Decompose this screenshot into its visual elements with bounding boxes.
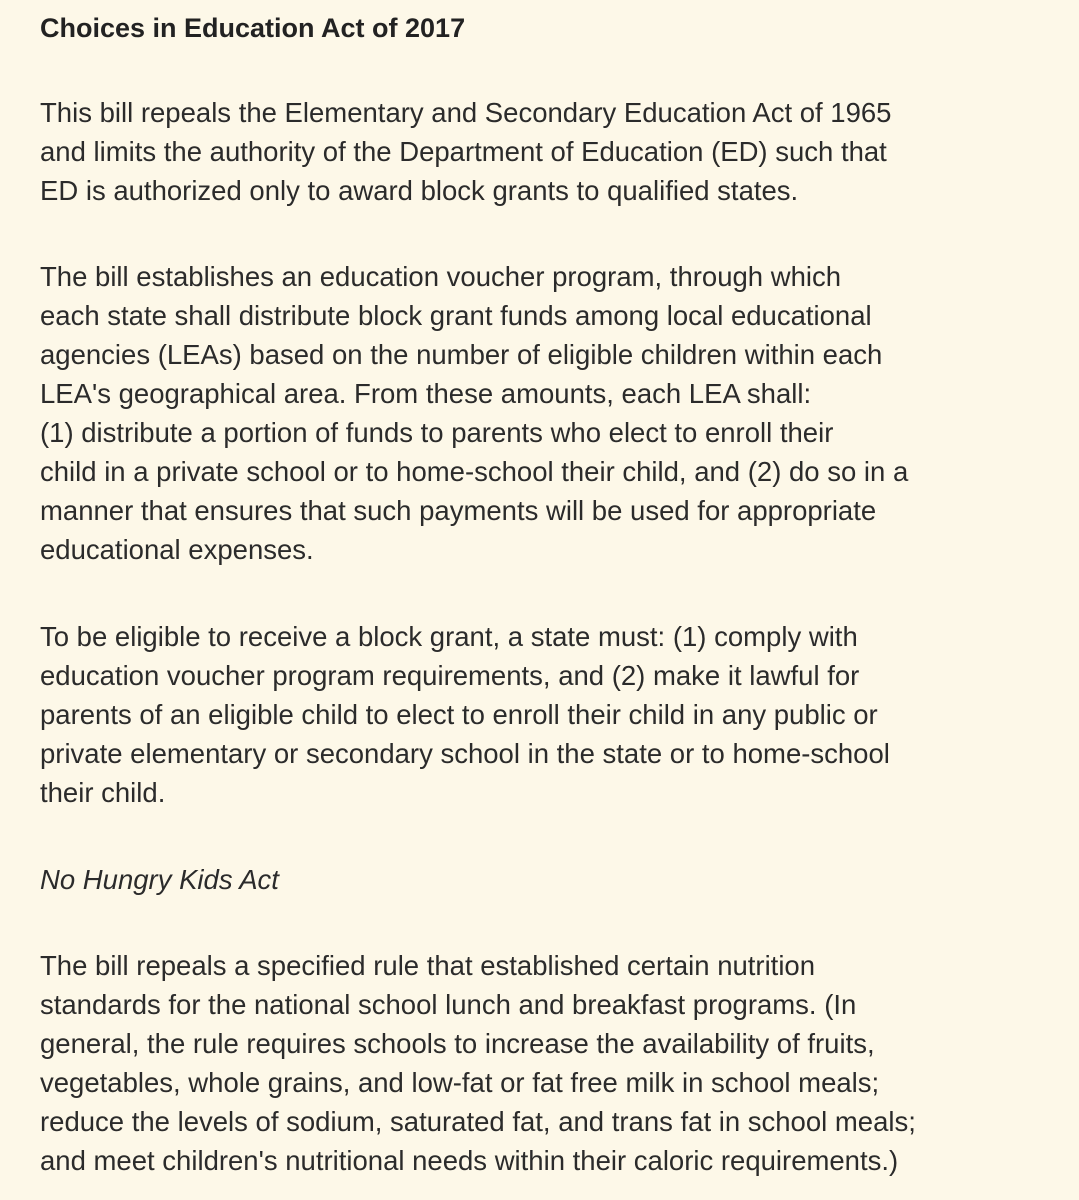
text-line: standards for the national school lunch and breakfast programs. (In xyxy=(40,989,857,1020)
text-line: their child. xyxy=(40,777,166,808)
text-line: This bill repeals the Elementary and Secondary Education Act of 1965 xyxy=(40,97,892,128)
text-line: general, the rule requires schools to increase the availability of fruits, xyxy=(40,1028,875,1059)
text-line: The bill repeals a specified rule that established certain nutrition xyxy=(40,950,816,981)
text-line: parents of an eligible child to elect to enroll their child in any public or xyxy=(40,699,878,730)
text-line: manner that ensures that such payments will be used for appropriate xyxy=(40,495,877,526)
text-line: agencies (LEAs) based on the number of eligible children within each xyxy=(40,339,883,370)
text-line: and limits the authority of the Department of Education (ED) such that xyxy=(40,136,887,167)
text-line: child in a private school or to home-school their child, and (2) do so in a xyxy=(40,456,909,487)
text-line: educational expenses. xyxy=(40,534,314,565)
text-line: vegetables, whole grains, and low-fat or fat free milk in school meals; xyxy=(40,1067,880,1098)
text-line: LEA's geographical area. From these amounts, each LEA shall: xyxy=(40,378,812,409)
text-line: each state shall distribute block grant funds among local educational xyxy=(40,300,872,331)
text-line: and meet children's nutritional needs within their caloric requirements.) xyxy=(40,1145,899,1176)
document-title: Choices in Education Act of 2017 xyxy=(40,13,466,43)
subheading-no-hungry-kids-act: No Hungry Kids Act xyxy=(40,864,279,895)
text-line: ED is authorized only to award block grants to qualified states. xyxy=(40,175,799,206)
text-line: (1) distribute a portion of funds to parents who elect to enroll their xyxy=(40,417,834,448)
text-line: To be eligible to receive a block grant, a state must: (1) comply with xyxy=(40,621,858,652)
text-line: private elementary or secondary school in the state or to home-school xyxy=(40,738,890,769)
paragraph-repeal-esea xyxy=(40,93,891,210)
text-line: reduce the levels of sodium, saturated fat, and trans fat in school meals; xyxy=(40,1106,916,1137)
paragraph-nutrition-rule xyxy=(40,946,916,1180)
paragraph-eligibility xyxy=(40,617,890,812)
paragraph-voucher-program xyxy=(40,257,908,569)
text-line: The bill establishes an education voucher program, through which xyxy=(40,261,842,292)
text-line: education voucher program requirements, and (2) make it lawful for xyxy=(40,660,860,691)
